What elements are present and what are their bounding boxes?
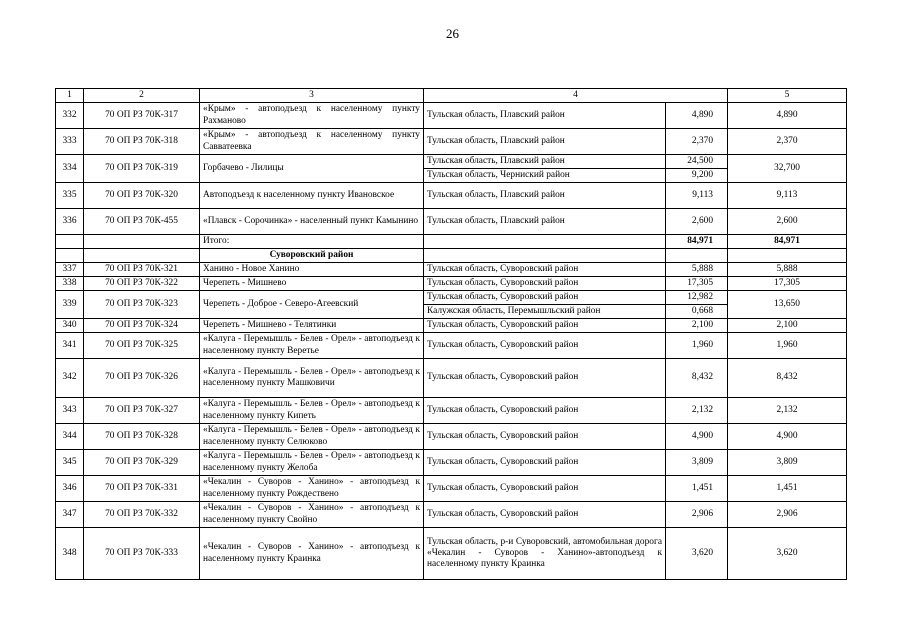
road-length: 1,451 <box>666 476 728 502</box>
table-row <box>56 450 847 476</box>
road-total: 5,888 <box>728 263 847 277</box>
road-region: Тульская область, Плавский район <box>424 129 666 155</box>
road-code: 70 ОП РЗ 70К-325 <box>84 333 200 359</box>
row-number: 345 <box>56 450 84 476</box>
row-number: 337 <box>56 263 84 277</box>
row-number: 346 <box>56 476 84 502</box>
road-region: Тульская область, Плавский район <box>424 103 666 129</box>
road-name: Черепеть - Мишнево <box>200 277 424 291</box>
road-name: Черепеть - Мишнево - Телятинки <box>200 319 424 333</box>
road-region: Тульская область, Суворовский район <box>424 291 666 305</box>
row-number: 334 <box>56 155 84 183</box>
road-code: 70 ОП РЗ 70К-332 <box>84 502 200 528</box>
road-name: «Калуга - Перемышль - Белев - Орел» - автоподъезд к населенному пункту Веретье <box>200 333 424 359</box>
row-number: 340 <box>56 319 84 333</box>
road-region: Тульская область, Суворовский район <box>424 359 666 398</box>
road-code: 70 ОП РЗ 70К-320 <box>84 183 200 209</box>
table-row <box>56 319 847 333</box>
header-cell: 2 <box>84 89 200 103</box>
table-row <box>56 424 847 450</box>
table-row <box>56 155 847 169</box>
table-row <box>56 291 847 305</box>
road-code: 70 ОП РЗ 70К-331 <box>84 476 200 502</box>
road-code: 70 ОП РЗ 70К-319 <box>84 155 200 183</box>
road-length: 12,982 <box>666 291 728 305</box>
road-code: 70 ОП РЗ 70К-323 <box>84 291 200 319</box>
road-name: «Чекалин - Суворов - Ханино» - автоподъезд к населенному пункту Краинка <box>200 528 424 580</box>
road-length: 2,370 <box>666 129 728 155</box>
road-length: 0,668 <box>666 305 728 319</box>
road-code: 70 ОП РЗ 70К-324 <box>84 319 200 333</box>
road-region: Тульская область, Суворовский район <box>424 424 666 450</box>
row-number: 336 <box>56 209 84 235</box>
road-length: 5,888 <box>666 263 728 277</box>
road-code: 70 ОП РЗ 70К-317 <box>84 103 200 129</box>
table-row <box>56 103 847 129</box>
row-number: 335 <box>56 183 84 209</box>
table-row <box>56 398 847 424</box>
road-length: 9,113 <box>666 183 728 209</box>
table-row <box>56 263 847 277</box>
road-total: 2,100 <box>728 319 847 333</box>
road-name: «Крым» - автоподъезд к населенному пункту Рахманово <box>200 103 424 129</box>
road-length: 1,960 <box>666 333 728 359</box>
road-code: 70 ОП РЗ 70К-327 <box>84 398 200 424</box>
road-region: Тульская область, Плавский район <box>424 155 666 169</box>
road-code: 70 ОП РЗ 70К-328 <box>84 424 200 450</box>
road-length: 2,600 <box>666 209 728 235</box>
road-code: 70 ОП РЗ 70К-455 <box>84 209 200 235</box>
row-number: 332 <box>56 103 84 129</box>
table-row <box>56 183 847 209</box>
road-length: 3,809 <box>666 450 728 476</box>
road-code: 70 ОП РЗ 70К-322 <box>84 277 200 291</box>
road-total: 3,620 <box>728 528 847 580</box>
row-number: 348 <box>56 528 84 580</box>
road-region: Тульская область, Суворовский район <box>424 450 666 476</box>
road-total: 13,650 <box>728 291 847 319</box>
table-row <box>56 333 847 359</box>
table-row <box>56 359 847 398</box>
road-name: Черепеть - Доброе - Северо-Агеевский <box>200 291 424 319</box>
row-number: 343 <box>56 398 84 424</box>
subtotal-row <box>56 235 847 249</box>
road-length: 3,620 <box>666 528 728 580</box>
road-total: 8,432 <box>728 359 847 398</box>
road-region: Тульская область, Черниский район <box>424 169 666 183</box>
road-total: 32,700 <box>728 155 847 183</box>
road-region: Тульская область, Суворовский район <box>424 398 666 424</box>
header-cell: 1 <box>56 89 84 103</box>
road-region: Тульская область, Суворовский район <box>424 319 666 333</box>
road-name: Горбачево - Лилицы <box>200 155 424 183</box>
road-name: Ханино - Новое Ханино <box>200 263 424 277</box>
road-region: Калужская область, Перемышльский район <box>424 305 666 319</box>
subtotal-label: Итого: <box>200 235 424 249</box>
page-number: 26 <box>446 26 459 41</box>
road-name: Автоподъезд к населенному пункту Ивановское <box>200 183 424 209</box>
row-number: 339 <box>56 291 84 319</box>
row-number: 342 <box>56 359 84 398</box>
road-region: Тульская область, Суворовский район <box>424 277 666 291</box>
road-total: 3,809 <box>728 450 847 476</box>
road-length: 4,900 <box>666 424 728 450</box>
road-code: 70 ОП РЗ 70К-318 <box>84 129 200 155</box>
road-name: «Калуга - Перемышль - Белев - Орел» - автоподъезд к населенному пункту Желоба <box>200 450 424 476</box>
road-code: 70 ОП РЗ 70К-329 <box>84 450 200 476</box>
table-row <box>56 528 847 580</box>
row-number: 347 <box>56 502 84 528</box>
road-length: 9,200 <box>666 169 728 183</box>
road-code: 70 ОП РЗ 70К-333 <box>84 528 200 580</box>
road-total: 1,451 <box>728 476 847 502</box>
road-total: 2,600 <box>728 209 847 235</box>
table-row <box>56 502 847 528</box>
table-row <box>56 277 847 291</box>
road-total: 9,113 <box>728 183 847 209</box>
table-row <box>56 209 847 235</box>
road-region: Тульская область, р-и Суворовский, автомобильная дорога «Чекалин - Суворов - Ханино»-автоподъезд к населенному пункту Краинка <box>424 528 666 580</box>
road-code: 70 ОП РЗ 70К-321 <box>84 263 200 277</box>
road-name: «Плавск - Сорочинка» - населенный пункт Камынино <box>200 209 424 235</box>
road-code: 70 ОП РЗ 70К-326 <box>84 359 200 398</box>
road-region: Тульская область, Плавский район <box>424 209 666 235</box>
subtotal-length: 84,971 <box>666 235 728 249</box>
road-total: 2,132 <box>728 398 847 424</box>
road-region: Тульская область, Суворовский район <box>424 502 666 528</box>
road-length: 24,500 <box>666 155 728 169</box>
road-region: Тульская область, Суворовский район <box>424 476 666 502</box>
road-total: 2,370 <box>728 129 847 155</box>
header-row <box>56 89 847 103</box>
row-number: 333 <box>56 129 84 155</box>
table-row <box>56 476 847 502</box>
row-number: 341 <box>56 333 84 359</box>
header-cell: 4 <box>424 89 728 103</box>
road-length: 2,132 <box>666 398 728 424</box>
row-number: 344 <box>56 424 84 450</box>
road-region: Тульская область, Суворовский район <box>424 263 666 277</box>
road-total: 2,906 <box>728 502 847 528</box>
road-name: «Чекалин - Суворов - Ханино» - автоподъезд к населенному пункту Рождествено <box>200 476 424 502</box>
road-name: «Калуга - Перемышль - Белев - Орел» - автоподъезд к населенному пункту Кипеть <box>200 398 424 424</box>
road-region: Тульская область, Суворовский район <box>424 333 666 359</box>
road-length: 4,890 <box>666 103 728 129</box>
road-length: 17,305 <box>666 277 728 291</box>
roads-table <box>55 88 847 580</box>
road-region: Тульская область, Плавский район <box>424 183 666 209</box>
road-length: 2,906 <box>666 502 728 528</box>
road-total: 4,900 <box>728 424 847 450</box>
row-number: 338 <box>56 277 84 291</box>
road-total: 17,305 <box>728 277 847 291</box>
road-name: «Калуга - Перемышль - Белев - Орел» - автоподъезд к населенному пункту Машковичи <box>200 359 424 398</box>
road-name: «Чекалин - Суворов - Ханино» - автоподъезд к населенному пункту Свойно <box>200 502 424 528</box>
header-cell: 5 <box>728 89 847 103</box>
road-name: «Крым» - автоподъезд к населенному пункту Савватеевка <box>200 129 424 155</box>
road-length: 2,100 <box>666 319 728 333</box>
section-row <box>56 249 847 263</box>
subtotal-total: 84,971 <box>728 235 847 249</box>
header-cell: 3 <box>200 89 424 103</box>
road-name: «Калуга - Перемышль - Белев - Орел» - автоподъезд к населенному пункту Селюково <box>200 424 424 450</box>
road-total: 4,890 <box>728 103 847 129</box>
table-row <box>56 129 847 155</box>
road-length: 8,432 <box>666 359 728 398</box>
section-title: Суворовский район <box>200 249 424 263</box>
road-total: 1,960 <box>728 333 847 359</box>
